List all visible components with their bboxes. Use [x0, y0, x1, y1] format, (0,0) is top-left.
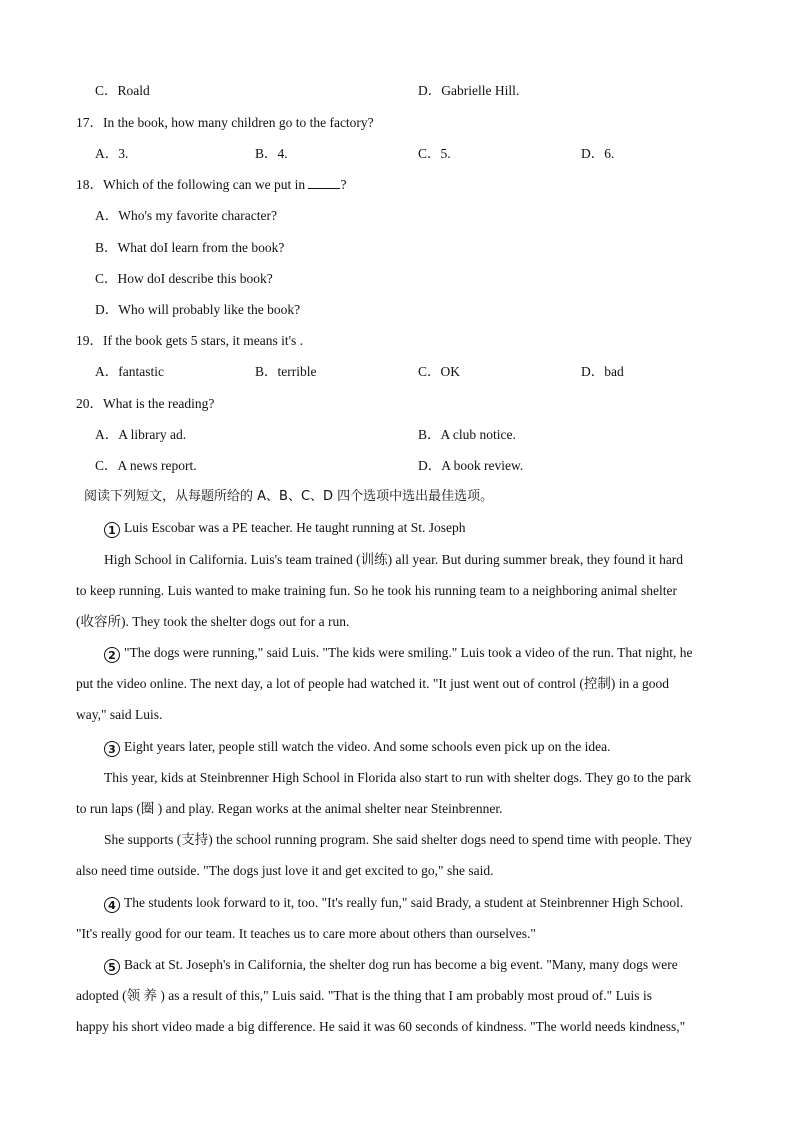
paragraph-number-3: 3: [104, 741, 120, 757]
q18-stem-text: 18．Which of the following can we put in: [76, 177, 309, 192]
q19-stem: 19．If the book gets 5 stars, it means it's .: [76, 333, 304, 348]
passage-para-3-line-4: She supports (支持) the school running program. She said shelter dogs need to spend time with people. They: [104, 832, 693, 847]
q17-stem: 17．In the book, how many children go to the factory?: [76, 115, 374, 130]
passage-para-2-line-3: way," said Luis.: [76, 707, 163, 722]
passage-para-1-line-3: to keep running. Luis wanted to make training fun. So he took his running team to a neighboring animal shelter: [76, 583, 678, 598]
q16-option-d: D．Gabrielle Hill.: [418, 83, 520, 98]
passage-para-5-line-2: adopted (领 养 ) as a result of this," Luis said. "That is the thing that I am probably most proud of." Luis is: [76, 988, 652, 1003]
q19-option-a: A．fantastic: [95, 364, 164, 379]
passage-para-2-line-1: [104, 644, 692, 663]
passage-para-3-line-1: [104, 738, 610, 757]
passage-para-5-line-3: happy his short video made a big difference. He said it was 60 seconds of kindness. "The world needs kindness,": [76, 1019, 686, 1034]
q20-option-d: D．A book review.: [418, 458, 524, 473]
passage-para-1-line-4: (收容所). They took the shelter dogs out for a run.: [76, 614, 350, 629]
q20-option-b: B．A club notice.: [418, 427, 516, 442]
passage-text: The students look forward to it, too. "It's really fun," said Brady, a student at Steinbrenner High School.: [124, 895, 684, 910]
q19-option-d: D．bad: [581, 364, 624, 379]
passage-para-1-line-2: High School in California. Luis's team trained (训练) all year. But during summer break, they found it hard: [104, 552, 684, 567]
passage-para-5-line-1: [104, 956, 678, 975]
q17-option-b: B．4.: [255, 146, 288, 161]
passage-para-3-line-3: to run laps (圈 ) and play. Regan works at the animal shelter near Steinbrenner.: [76, 801, 503, 816]
q18-stem: [76, 176, 346, 194]
passage-para-2-line-2: put the video online. The next day, a lot of people had watched it. "It just went out of control (控制) in a good: [76, 676, 669, 691]
paragraph-number-4: 4: [104, 897, 120, 913]
passage-text: Back at St. Joseph's in California, the shelter dog run has become a big event. "Many, many dogs were: [124, 957, 678, 972]
passage-text: Eight years later, people still watch the video. And some schools even pick up on the idea.: [124, 739, 611, 754]
passage-text: "The dogs were running," said Luis. "The kids were smiling." Luis took a video of the run. That night, he: [124, 645, 693, 660]
q17-option-d: D．6.: [581, 146, 615, 161]
q19-option-b: B．terrible: [255, 364, 317, 379]
passage-para-3-line-2: This year, kids at Steinbrenner High School in Florida also start to run with shelter dogs. They go to the park: [104, 770, 692, 785]
q18-option-b: B．What doI learn from the book?: [95, 240, 285, 255]
q18-option-a: A．Who's my favorite character?: [95, 208, 277, 223]
passage-text: Luis Escobar was a PE teacher. He taught running at St. Joseph: [124, 520, 466, 535]
q17-option-a: A．3.: [95, 146, 129, 161]
q20-option-a: A．A library ad.: [95, 427, 187, 442]
q18-stem-end: ?: [340, 177, 347, 192]
q18-option-d: D．Who will probably like the book?: [95, 302, 301, 317]
q19-option-c: C．OK: [418, 364, 461, 379]
passage-para-4-line-2: "It's really good for our team. It teaches us to care more about others than ourselves.": [76, 926, 536, 941]
passage-para-3-line-5: also need time outside. "The dogs just love it and get excited to go," she said.: [76, 863, 494, 878]
q20-stem: 20．What is the reading?: [76, 396, 215, 411]
paragraph-number-5: 5: [104, 959, 120, 975]
answer-blank: [308, 176, 340, 189]
q18-option-c: C．How doI describe this book?: [95, 271, 273, 286]
q16-option-c: C．Roald: [95, 83, 150, 98]
paragraph-number-1: 1: [104, 522, 120, 538]
passage-para-1-line-1: [104, 519, 466, 538]
section-instruction: 阅读下列短文，从每题所给的 A、B、C、D 四个选项中选出最佳选项。: [84, 489, 494, 504]
q17-option-c: C．5.: [418, 146, 451, 161]
paragraph-number-2: 2: [104, 647, 120, 663]
passage-para-4-line-1: [104, 894, 683, 913]
q20-option-c: C．A news report.: [95, 458, 197, 473]
